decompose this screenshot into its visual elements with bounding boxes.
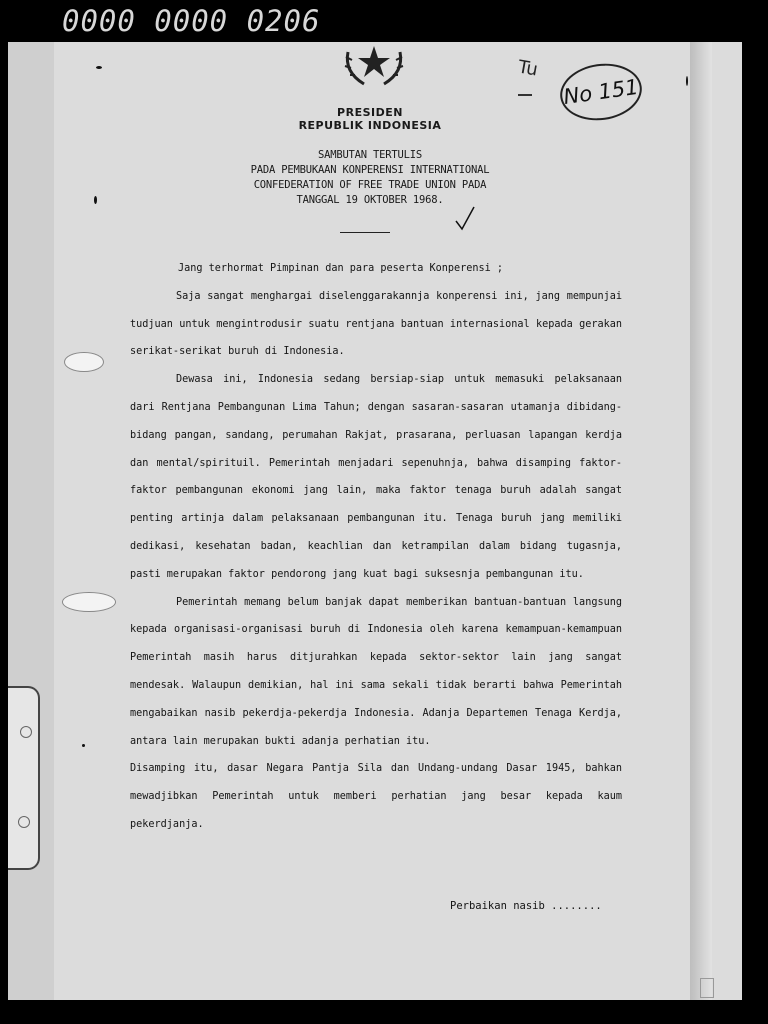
- speech-title-line: PADA PEMBUKAAN KONPERENSI INTERNATIONAL: [250, 164, 490, 176]
- microfilm-frame-number: 0000 0000 0206: [62, 4, 321, 38]
- punch-hole: [18, 816, 30, 828]
- paper-clip: [8, 686, 40, 870]
- letterhead-line-1: PRESIDEN: [337, 106, 403, 119]
- paragraph: Saja sangat menghargai diselenggarakannja konperensi ini, jang mempunjai tudjuan untuk mengintrodusir suatu rentjana bantuan internasional kepada gerakan serikat-serikat buruh di Indonesia.: [130, 290, 622, 358]
- ink-speck: [686, 76, 688, 86]
- handwritten-dash: [518, 94, 532, 96]
- title-divider: [340, 232, 390, 233]
- paragraph: Dewasa ini, Indonesia sedang bersiap-siap untuk memasuki pelaksanaan dari Rentjana Pembangunan Lima Tahun; dengan sasaran-sasaran utamanja dibidang-bidang pangan, sandang, perumahan Rakjat, prasarana, perluasan lapangan kerdja dan mental/spirituil. Pemerintah menjadari sepenuhnja, bahwa disamping faktor-faktor pembangunan ekonomi jang lain, maka faktor tenaga buruh adalah sangat penting artinja dalam pelaksanaan pembangunan itu. Tenaga buruh jang memiliki dedikasi, kesehatan badan, keachlian dan ketrampilan dalam bidang tugasnja, pasti merupakan faktor pendorong jang kuat bagi suksesnja pembangunan itu.: [130, 374, 622, 580]
- continuation-catchword: Perbaikan nasib ........: [450, 900, 602, 912]
- speech-title-line: TANGGAL 19 OKTOBER 1968.: [296, 194, 444, 206]
- frame-corner-mark: [700, 978, 714, 998]
- speech-title: [200, 148, 540, 208]
- handwritten-number-stamp: No 151: [557, 59, 646, 126]
- speech-title-line: SAMBUTAN TERTULIS: [317, 149, 423, 161]
- paragraph: Pemerintah memang belum banjak dapat memberikan bantuan-bantuan langsung kepada organisasi-organisasi buruh di Indonesia oleh karena kemampuan-kemampuan Pemerintah masih harus ditjurahkan kepada sektor-sektor lain jang sangat mendesak. Walaupun demikian, hal ini sama sekali tidak berarti bahwa Pemerintah mengabaikan nasib pekerdja-pekerdja Indonesia. Adanja Departemen Tenaga Kerdja, antara lain merupakan bukti adanja perhatian itu.: [130, 596, 622, 747]
- handwritten-margin-note: Tu: [516, 56, 540, 81]
- letterhead-line-2: REPUBLIK INDONESIA: [298, 119, 442, 132]
- punch-hole: [20, 726, 32, 738]
- paragraph: Disamping itu, dasar Negara Pantja Sila dan Undang-undang Dasar 1945, bahkan mewadjibkan Pemerintah untuk memberi perhatian jang besar kepada kaum pekerdjanja.: [130, 763, 622, 830]
- speech-title-line: CONFEDERATION OF FREE TRADE UNION PADA: [253, 179, 487, 191]
- letterhead: [200, 106, 540, 132]
- page-edge-shadow: [690, 42, 712, 1000]
- ink-speck: [96, 66, 102, 69]
- paper-tear: [64, 352, 104, 372]
- handwritten-check-icon: [454, 205, 476, 231]
- ink-speck: [82, 744, 85, 747]
- salutation: Jang terhormat Pimpinan dan para peserta Konperensi ;: [178, 263, 504, 274]
- paper-tear: [62, 592, 116, 612]
- letter-body: [130, 255, 622, 839]
- ink-speck: [94, 196, 97, 204]
- garuda-emblem-icon: [334, 42, 414, 88]
